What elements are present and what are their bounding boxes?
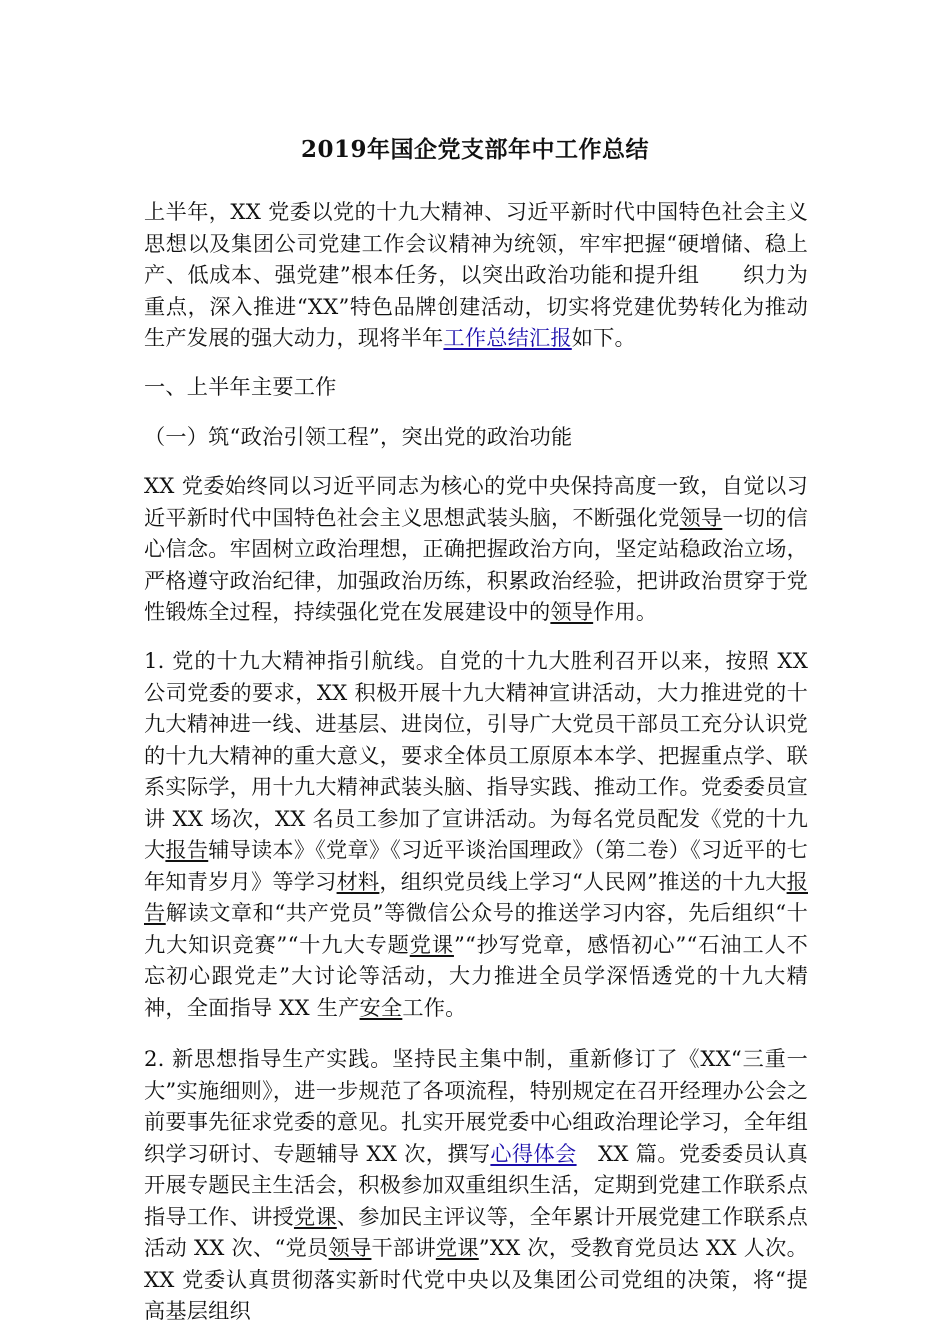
link-safety[interactable]: 安全 — [359, 994, 403, 1020]
link-party-lesson[interactable]: 党课 — [293, 1203, 337, 1229]
text-run: XX 篇。党委委员认真开展专题民主生活会，积极参加双重组织生活，定期到党建工作联系点指导工作、讲授 — [144, 1140, 808, 1229]
body-paragraph — [144, 470, 808, 628]
text-run: XX 党委始终同以习近平同志为核心的党中央保持高度一致，自觉以习近平新时代中国特色社会主义思想武装头脑，不断强化党 — [144, 473, 808, 530]
link-report[interactable]: 报告 — [144, 868, 808, 925]
text-run: 上半年，XX 党委以党的十九大精神、习近平新时代中国特色社会主义思想以及集团公司党建工作会议精神为统领，牢牢把握“硬增储、稳上产、低成本、强党建”根本任务，以突出政治功能和提升组 织力为重点，深入推进“XX”特色品牌创建活动，切实将党建优势转化为推动生产发展的强大动力，现将半年 — [144, 199, 808, 350]
text-run: 干部讲 — [371, 1235, 436, 1260]
intro-paragraph — [144, 196, 808, 354]
text-run: 2. 新思想指导生产实践。坚持民主集中制，重新修订了《XX“三重一大”实施细则》，进一步规范了各项流程，特别规定在召开经理办公会之前要事先征求党委的意见。扎实开展党委中心组政治理论学习，全年组织学习研讨、专题辅导 XX 次，撰写 — [144, 1046, 808, 1166]
section-heading: 一、上半年主要工作 — [144, 374, 337, 399]
link-party-lesson[interactable]: 党课 — [409, 931, 454, 957]
document-title: 2019年国企党支部年中工作总结 — [300, 136, 649, 163]
link-leadership[interactable]: 领导 — [550, 599, 594, 624]
text-run: ，组织党员线上学习“人民网”推送的十九大 — [379, 868, 787, 894]
text-run: 1. 党的十九大精神指引航线。自党的十九大胜利召开以来，按照 XX 公司党委的要求，XX 积极开展十九大精神宣讲活动，大力推进党的十九大精神进一线、进基层、进岗位，引导广大党员干部员工充分认识党的十九大精神的重大意义，要求全体员工原原本本学、把握重点学、联系实际学，用十九大精神武装头脑、指导实践、推动工作。党委委员宣讲 XX 场次，XX 名员工参加了宣讲活动。为每名党员配发《党的十九大 — [144, 648, 808, 862]
link-materials[interactable]: 材料 — [336, 868, 380, 894]
text-run: 一切的信心信念。牢固树立政治理想，正确把握政治方向，坚定站稳政治立场，严格遵守政治纪律，加强政治历练，积累政治经验，把讲政治贯穿于党性锻炼全过程，持续强化党在发展建设中的 — [144, 504, 808, 624]
text-run: 作用。 — [593, 599, 658, 624]
link-leadership[interactable]: 领导 — [679, 504, 723, 530]
text-run: 、参加民主评议等，全年累计开展党建工作联系点活动 XX 次、“党员 — [144, 1203, 809, 1260]
text-run: 如下。 — [571, 325, 636, 350]
link-report[interactable]: 报告 — [165, 837, 209, 862]
text-run: ”“抄写党章，感悟初心”“石油工人不忘初心跟党走”大讨论等活动，大力推进全员学深悟透党的十九大精神，全面指导 XX 生产 — [144, 931, 809, 1020]
subsection-heading: （一）筑“政治引领工程”，突出党的政治功能 — [144, 424, 573, 449]
text-run: 解读文章和“共产党员”等微信公众号的推送学习内容，先后组织“十九大知识竞赛”“十九大专题 — [144, 900, 808, 957]
body-paragraph — [144, 1043, 808, 1327]
text-run: 工作。 — [402, 994, 467, 1020]
body-paragraph — [144, 645, 808, 1023]
link-experience[interactable]: 心得体会 — [490, 1140, 577, 1166]
text-run: 辅导读本》《党章》《习近平谈治国理政》（第二卷）《习近平的七年知青岁月》等学习 — [144, 837, 808, 894]
link-party-lesson[interactable]: 党课 — [435, 1235, 479, 1260]
link-work-summary-report[interactable]: 工作总结汇报 — [443, 325, 572, 350]
text-run: ”XX 次，受教育党员达 XX 人次。XX 党委认真贯彻落实新时代党中央以及集团公司党组的决策，将“提高基层组织 — [144, 1235, 809, 1323]
link-leadership[interactable]: 领导 — [328, 1235, 372, 1260]
